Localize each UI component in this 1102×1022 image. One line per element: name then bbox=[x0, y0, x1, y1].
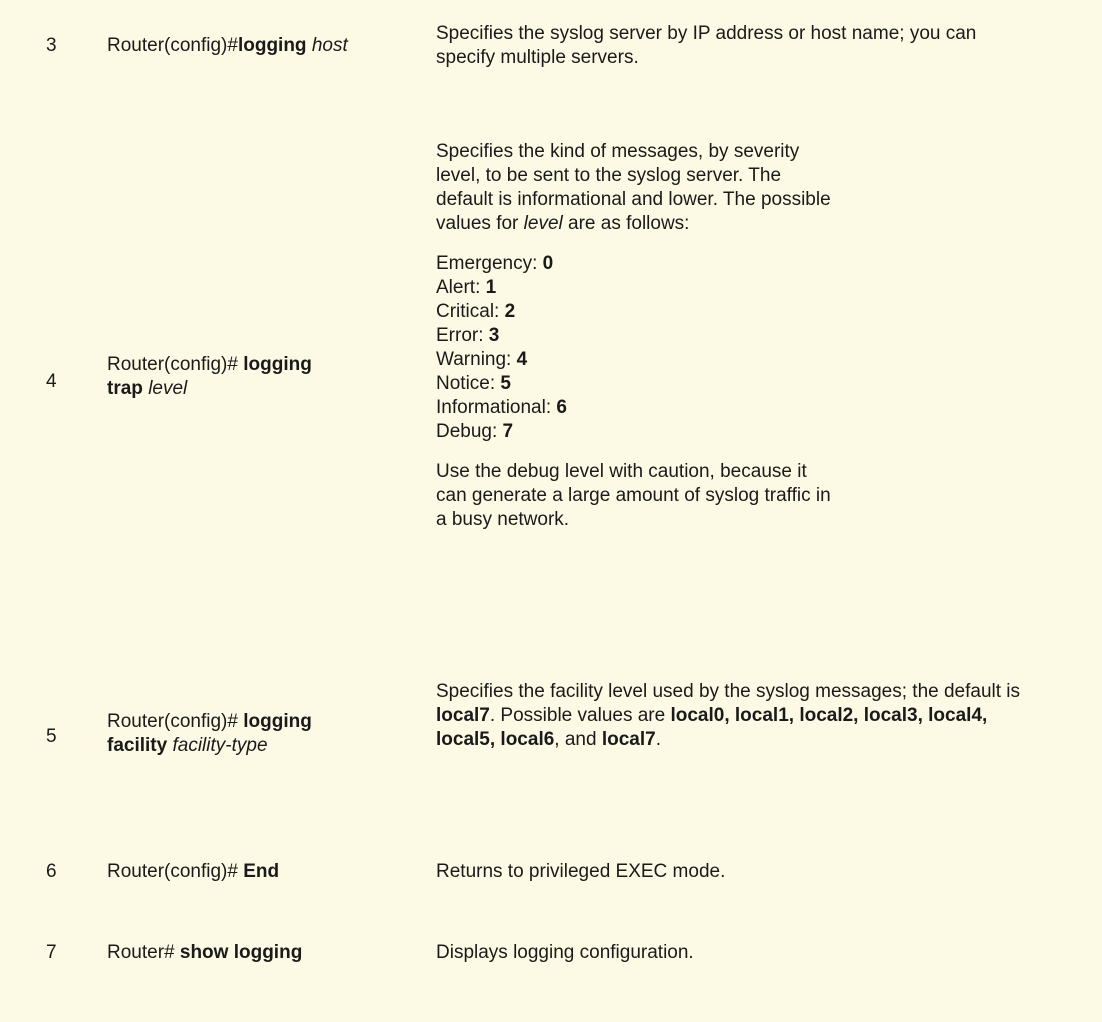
command-cell bbox=[107, 860, 427, 884]
command-keyword: logging bbox=[243, 354, 312, 375]
command-argument: level bbox=[148, 378, 188, 399]
level-value: 4 bbox=[516, 349, 528, 370]
description-intro-text: Specifies the kind of messages, by severity level, to be sent to the syslog server. The default is informational and lower. The possible values for bbox=[436, 141, 831, 234]
level-value: 7 bbox=[502, 421, 514, 442]
facility-last-value: local7 bbox=[601, 729, 656, 750]
step-number: 4 bbox=[46, 371, 57, 392]
level-value: 2 bbox=[504, 301, 516, 322]
command-prefix: Router(config)# bbox=[107, 861, 244, 882]
level-name: Alert: bbox=[436, 277, 486, 298]
command-keyword: show logging bbox=[179, 942, 303, 963]
command-argument: facility-type bbox=[172, 735, 268, 756]
list-item bbox=[436, 300, 836, 324]
level-name: Debug: bbox=[436, 421, 503, 442]
step-number: 5 bbox=[46, 726, 57, 747]
description-intro-level: level bbox=[523, 213, 563, 234]
level-name: Critical: bbox=[436, 301, 505, 322]
description-text bbox=[436, 680, 1026, 752]
description-intro bbox=[436, 140, 836, 236]
description-outro: Use the debug level with caution, because it can generate a large amount of syslog traffic in a busy network. bbox=[436, 461, 831, 530]
list-item bbox=[436, 252, 836, 276]
list-item bbox=[436, 324, 836, 348]
list-item bbox=[436, 276, 836, 300]
description-text: Displays logging configuration. bbox=[436, 942, 694, 963]
command-prefix: Router# bbox=[107, 942, 180, 963]
command-cell bbox=[107, 941, 427, 965]
facility-values: local0, local1, local2, local3, local4, local5, local6 bbox=[436, 705, 988, 750]
command-subkeyword: facility bbox=[107, 735, 168, 756]
description-cell bbox=[436, 22, 996, 70]
default-facility: local7 bbox=[436, 705, 490, 726]
description-cell bbox=[436, 680, 1026, 752]
step-number: 6 bbox=[46, 861, 57, 882]
description-part: , and bbox=[554, 729, 602, 750]
level-name: Informational: bbox=[436, 397, 557, 418]
command-prefix: Router(config)# bbox=[107, 711, 244, 732]
level-value: 0 bbox=[542, 253, 554, 274]
list-item bbox=[436, 372, 836, 396]
description-text: Returns to privileged EXEC mode. bbox=[436, 861, 726, 882]
description-part: Specifies the facility level used by the syslog messages; the default is bbox=[436, 681, 1021, 702]
list-item bbox=[436, 348, 836, 372]
level-name: Warning: bbox=[436, 349, 517, 370]
command-keyword: End bbox=[243, 861, 280, 882]
description-intro-end: are as follows: bbox=[562, 213, 690, 234]
description-text: Specifies the syslog server by IP address or host name; you can specify multiple servers. bbox=[436, 23, 977, 68]
list-item bbox=[436, 396, 836, 420]
list-item bbox=[436, 420, 836, 444]
command-keyword: logging bbox=[237, 35, 307, 56]
severity-level-list bbox=[436, 252, 836, 444]
description-cell bbox=[436, 140, 836, 532]
level-name: Notice: bbox=[436, 373, 501, 394]
level-value: 1 bbox=[485, 277, 497, 298]
level-value: 5 bbox=[500, 373, 511, 394]
command-cell bbox=[107, 34, 437, 58]
description-part: . bbox=[655, 729, 661, 750]
command-keyword: logging bbox=[243, 711, 312, 732]
level-value: 3 bbox=[488, 325, 500, 346]
level-value: 6 bbox=[556, 397, 567, 418]
step-number: 7 bbox=[46, 942, 57, 963]
level-name: Error: bbox=[436, 325, 489, 346]
step-number: 3 bbox=[46, 35, 57, 56]
command-prefix: Router(config)# bbox=[107, 354, 244, 375]
description-cell bbox=[436, 941, 1036, 965]
command-argument: host bbox=[311, 35, 348, 56]
level-name: Emergency: bbox=[436, 253, 543, 274]
description-cell bbox=[436, 860, 1036, 884]
command-cell bbox=[107, 710, 387, 758]
command-subkeyword: trap bbox=[107, 378, 143, 399]
description-part: . Possible values are bbox=[489, 705, 671, 726]
command-prefix: Router(config)# bbox=[107, 35, 238, 56]
command-cell bbox=[107, 353, 387, 401]
